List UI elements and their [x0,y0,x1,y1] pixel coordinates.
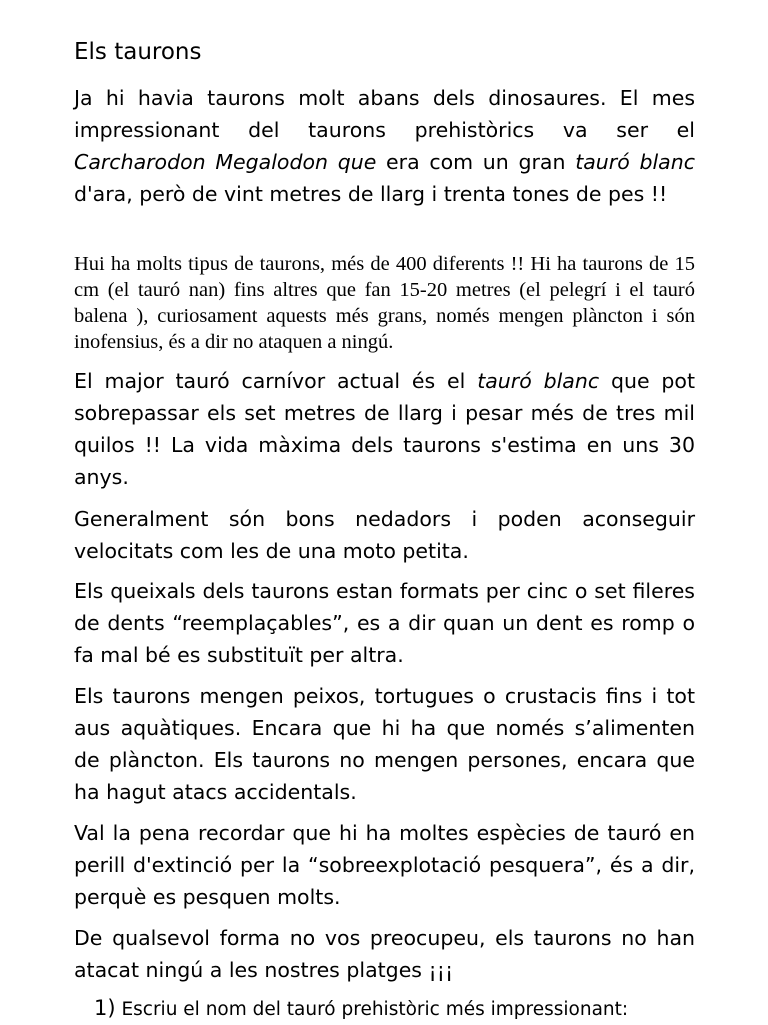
species-name-white-shark: tauró blanc [575,150,695,174]
paragraph-shark-types: Hui ha molts tipus de taurons, més de 400 diferents !! Hi ha taurons de 15 cm (el tauró nan) fins altres que fan 15-20 metres (el pelegrí i el tauró balena ), curiosament aquests més grans, només mengen plàncton i són inofensius, és a dir no ataquen a ningú. [74,253,695,353]
paragraph-text: d'ara, però de vint metres de llarg i trenta tones de pes !! [74,182,668,206]
paragraph-text: era com un gran [376,150,576,174]
question-number: 1) [94,996,116,1020]
paragraph-extinction: Val la pena recordar que hi ha moltes espècies de tauró en perill d'extinció per la “sobreexplotació pesquera”, és a dir, perquè es pesquen molts. [74,821,695,909]
paragraph-text: que pot sobrepassar els set metres de llarg i pesar més de tres mil quilos !! La vida màxima dels taurons s'estima en uns 30 anys. [74,369,695,489]
paragraph-beaches: De qualsevol forma no vos preocupeu, els taurons no han atacat ningú a les nostres platges ¡¡¡ [74,926,695,982]
question-text: Escriu el nom del tauró prehistòric més impressionant: [115,999,629,1020]
paragraph-text: El major tauró carnívor actual és el [74,369,478,393]
paragraph-swimmers: Generalment són bons nedadors i poden aconseguir velocitats com les de una moto petita. [74,507,695,563]
paragraph-text: Ja hi havia taurons molt abans dels dinosaures. El mes impressionant del taurons prehistòrics va ser el [74,86,695,142]
species-name-megalodon: Carcharodon Megalodon que [74,150,377,174]
species-name-white-shark: tauró blanc [477,369,600,393]
paragraph-teeth: Els queixals dels taurons estan formats per cinc o set fileres de dents “reemplaçables”, es a dir quan un dent es romp o fa mal bé es substituït per altra. [74,579,695,667]
question-1 [94,993,628,1025]
paragraph-prehistoric-sharks [74,82,695,210]
paragraph-diet: Els taurons mengen peixos, tortugues o crustacis fins i tot aus aquàtiques. Encara que hi ha que només s’alimenten de plàncton. Els taurons no mengen persones, encara que ha hagut atacs accidentals. [74,684,695,804]
paragraph-white-shark [74,365,695,493]
page-title: Els taurons [74,39,202,65]
